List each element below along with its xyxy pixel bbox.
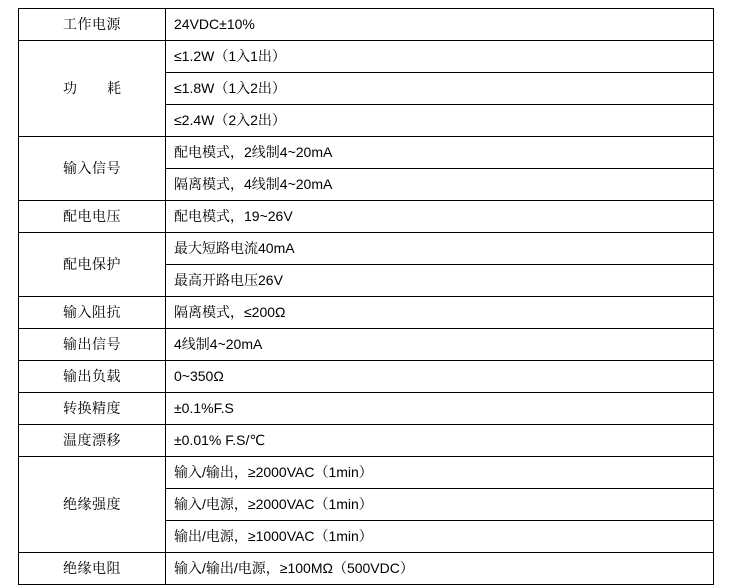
spec-label-cell: 绝缘强度 <box>19 457 166 553</box>
spec-label-cell: 输入阻抗 <box>19 297 166 329</box>
spec-value-cell: 配电模式，19~26V <box>166 201 714 233</box>
table-row <box>19 393 714 425</box>
table-row <box>19 457 714 489</box>
table-row <box>19 329 714 361</box>
spec-label-cell: 工作电源 <box>19 9 166 41</box>
spec-label-cell: 温度漂移 <box>19 425 166 457</box>
spec-value-cell: ≤2.4W（2入2出） <box>166 105 714 137</box>
spec-value-cell: ≤1.8W（1入2出） <box>166 73 714 105</box>
spec-value-cell: 输出/电源，≥1000VAC（1min） <box>166 521 714 553</box>
table-row <box>19 137 714 169</box>
spec-value-cell: 配电模式，2线制4~20mA <box>166 137 714 169</box>
spec-label-cell: 输入信号 <box>19 137 166 201</box>
spec-label-cell: 输出信号 <box>19 329 166 361</box>
spec-value-cell: 0~350Ω <box>166 361 714 393</box>
table-row <box>19 201 714 233</box>
spec-label-text: 功 耗 <box>63 80 129 97</box>
table-row <box>19 553 714 585</box>
spec-table-body <box>19 9 714 585</box>
table-row <box>19 41 714 73</box>
table-row <box>19 9 714 41</box>
spec-value-cell: ≤1.2W（1入1出） <box>166 41 714 73</box>
spec-label-cell: 绝缘电阻 <box>19 553 166 585</box>
specifications-table <box>18 8 714 585</box>
table-row <box>19 425 714 457</box>
spec-label-cell: 配电保护 <box>19 233 166 297</box>
spec-value-cell: 输入/输出，≥2000VAC（1min） <box>166 457 714 489</box>
spec-value-cell: ±0.01% F.S/℃ <box>166 425 714 457</box>
table-row <box>19 297 714 329</box>
table-row <box>19 233 714 265</box>
spec-label-cell: 转换精度 <box>19 393 166 425</box>
spec-label-cell: 配电电压 <box>19 201 166 233</box>
spec-value-cell: 最高开路电压26V <box>166 265 714 297</box>
spec-value-cell: ±0.1%F.S <box>166 393 714 425</box>
spec-label-cell <box>19 41 166 137</box>
spec-value-cell: 最大短路电流40mA <box>166 233 714 265</box>
spec-value-cell: 输入/输出/电源，≥100MΩ（500VDC） <box>166 553 714 585</box>
spec-value-cell: 隔离模式，≤200Ω <box>166 297 714 329</box>
spec-value-cell: 输入/电源，≥2000VAC（1min） <box>166 489 714 521</box>
table-row <box>19 361 714 393</box>
spec-value-cell: 24VDC±10% <box>166 9 714 41</box>
spec-value-cell: 4线制4~20mA <box>166 329 714 361</box>
spec-label-cell: 输出负载 <box>19 361 166 393</box>
spec-value-cell: 隔离模式，4线制4~20mA <box>166 169 714 201</box>
